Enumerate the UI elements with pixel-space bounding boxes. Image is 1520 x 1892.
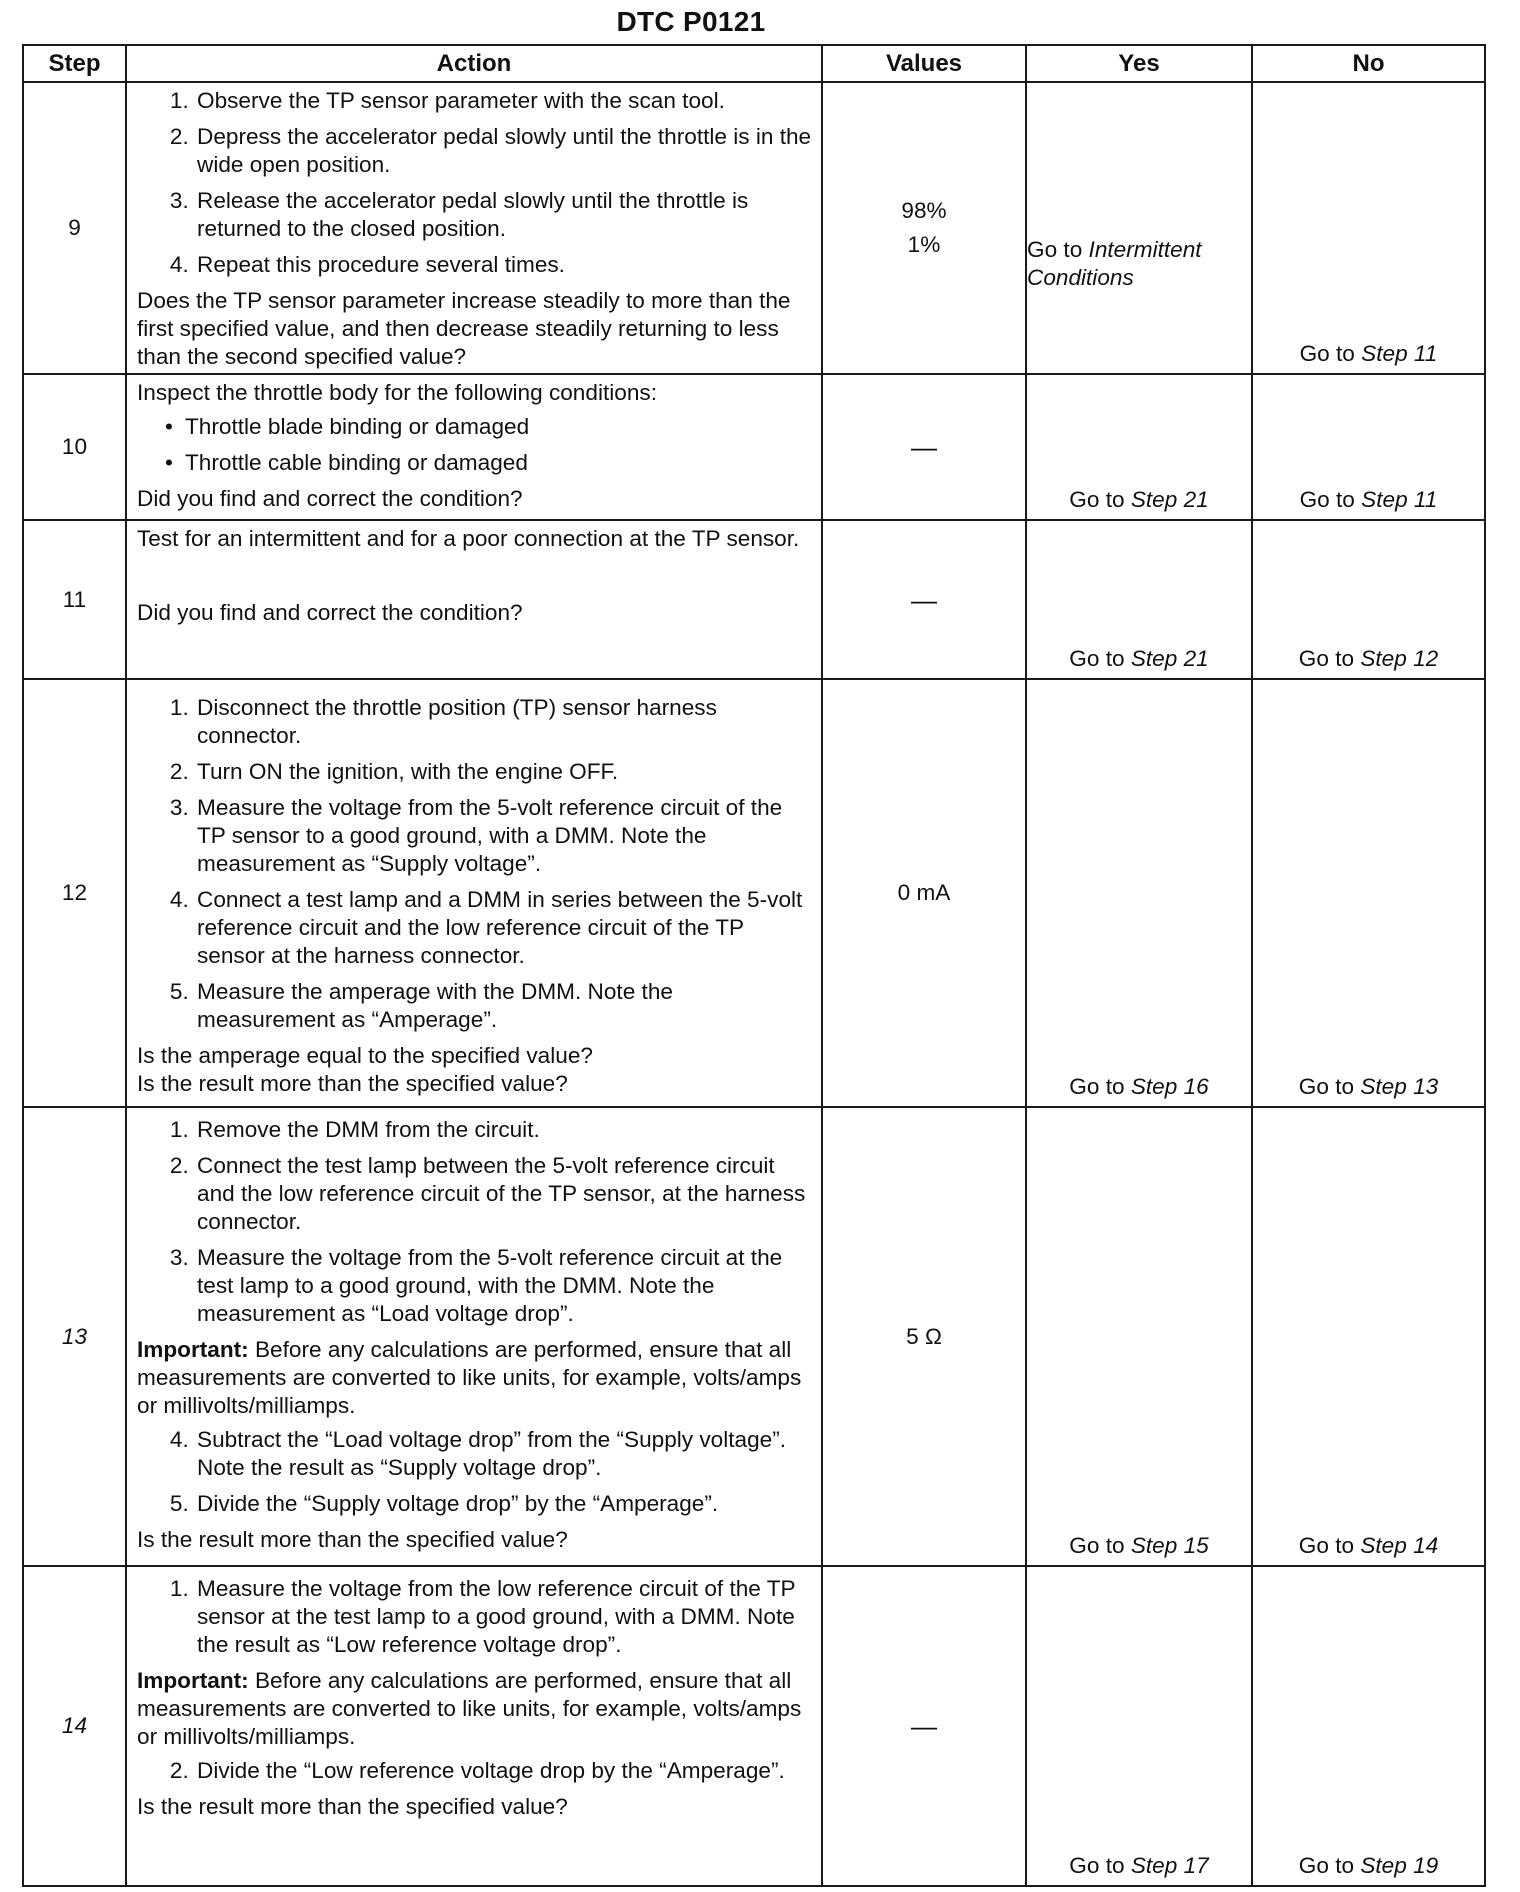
no-link[interactable]: Go to Step 19	[1298, 1853, 1439, 1878]
value-text: 0 mA	[822, 679, 1026, 1107]
no-link[interactable]: Go to Step 11	[1299, 341, 1438, 366]
no-link[interactable]: Go to Step 11	[1299, 487, 1438, 512]
value-text: 5 Ω	[822, 1107, 1026, 1566]
action-item: 3. Measure the voltage from the 5-volt reference circuit of the TP sensor to a good ground, with a DMM. Note the measurement as “Supply voltage”.	[195, 794, 813, 878]
intro-text: Test for an intermittent and for a poor connection at the TP sensor.	[137, 526, 800, 551]
step-number: 10	[23, 374, 126, 520]
action-cell	[126, 82, 822, 374]
column-header-yes: Yes	[1026, 45, 1252, 82]
action-item: 4. Repeat this procedure several times.	[195, 251, 813, 279]
question-text: Is the result more than the specified value?	[137, 1794, 568, 1819]
diagnostic-table	[22, 44, 1486, 1887]
question-text: Did you find and correct the condition?	[137, 486, 523, 511]
yes-cell	[1026, 374, 1252, 520]
action-item: 1. Measure the voltage from the low reference circuit of the TP sensor at the test lamp to a good ground, with a DMM. Note the result as “Low reference voltage drop”.	[195, 1575, 813, 1659]
value-text: 1%	[907, 232, 941, 257]
yes-link[interactable]: Go to Intermittent Conditions	[1027, 237, 1202, 290]
spacer	[137, 559, 813, 599]
action-list	[137, 87, 813, 279]
action-item: 4. Subtract the “Load voltage drop” from the “Supply voltage”. Note the result as “Supply voltage drop”.	[195, 1426, 813, 1482]
action-cell	[126, 374, 822, 520]
action-cell	[126, 1566, 822, 1886]
condition-list	[137, 413, 813, 477]
question-text: Is the result more than the specified value?	[137, 1071, 568, 1096]
value-text: —	[822, 520, 1026, 679]
yes-cell	[1026, 1566, 1252, 1886]
yes-cell	[1026, 679, 1252, 1107]
no-cell	[1252, 679, 1485, 1107]
action-item: 5. Divide the “Supply voltage drop” by the “Amperage”.	[195, 1490, 813, 1518]
no-cell	[1252, 1566, 1485, 1886]
table-header-row	[23, 45, 1485, 82]
question-text: Did you find and correct the condition?	[137, 600, 523, 625]
yes-cell	[1026, 520, 1252, 679]
action-list	[137, 694, 813, 1034]
no-cell	[1252, 520, 1485, 679]
condition-item: • Throttle blade binding or damaged	[185, 413, 813, 441]
yes-link[interactable]: Go to Step 21	[1069, 487, 1209, 512]
action-item: 4. Connect a test lamp and a DMM in series between the 5-volt reference circuit and the low reference circuit of the TP sensor at the harness connector.	[195, 886, 813, 970]
values-cell	[822, 82, 1026, 374]
action-item: 1. Disconnect the throttle position (TP) sensor harness connector.	[195, 694, 813, 750]
action-item: 1. Remove the DMM from the circuit.	[195, 1116, 813, 1144]
column-header-action: Action	[126, 45, 822, 82]
table-row-step-11	[23, 520, 1485, 679]
table-row-step-14	[23, 1566, 1485, 1886]
step-number: 11	[23, 520, 126, 679]
table-row-step-13	[23, 1107, 1485, 1566]
question-text: Is the result more than the specified value?	[137, 1527, 568, 1552]
important-note: Important: Before any calculations are performed, ensure that all measurements are converted to like units, for example, volts/amps or millivolts/milliamps.	[137, 1668, 802, 1749]
table-row-step-10	[23, 374, 1485, 520]
action-item: 2. Divide the “Low reference voltage drop by the “Amperage”.	[195, 1757, 813, 1785]
action-cell	[126, 520, 822, 679]
page-title: DTC P0121	[616, 6, 766, 37]
action-list	[137, 1426, 813, 1518]
action-item: 2. Connect the test lamp between the 5-volt reference circuit and the low reference circuit of the TP sensor, at the harness connector.	[195, 1152, 813, 1236]
action-item: 5. Measure the amperage with the DMM. Note the measurement as “Amperage”.	[195, 978, 813, 1034]
yes-link[interactable]: Go to Step 21	[1069, 646, 1209, 671]
step-number: 13	[23, 1107, 126, 1566]
no-cell	[1252, 1107, 1485, 1566]
yes-link[interactable]: Go to Step 17	[1069, 1853, 1209, 1878]
action-list	[137, 1575, 813, 1659]
action-item: 3. Measure the voltage from the 5-volt reference circuit at the test lamp to a good ground, with the DMM. Note the measurement as “Load voltage drop”.	[195, 1244, 813, 1328]
action-cell	[126, 679, 822, 1107]
action-list	[137, 1757, 813, 1785]
action-list	[137, 1116, 813, 1328]
yes-link[interactable]: Go to Step 15	[1069, 1533, 1209, 1558]
no-link[interactable]: Go to Step 14	[1298, 1533, 1439, 1558]
important-note: Important: Before any calculations are performed, ensure that all measurements are converted to like units, for example, volts/amps or millivolts/milliamps.	[137, 1337, 802, 1418]
yes-cell	[1026, 82, 1252, 374]
action-item: 3. Release the accelerator pedal slowly until the throttle is returned to the closed position.	[195, 187, 813, 243]
value-text: —	[822, 1566, 1026, 1886]
action-item: 2. Turn ON the ignition, with the engine OFF.	[195, 758, 813, 786]
value-text: 98%	[901, 198, 947, 223]
action-item: 2. Depress the accelerator pedal slowly until the throttle is in the wide open position.	[195, 123, 813, 179]
no-cell	[1252, 82, 1485, 374]
step-number: 9	[23, 82, 126, 374]
yes-link[interactable]: Go to Step 16	[1069, 1074, 1209, 1099]
value-text: —	[822, 374, 1026, 520]
action-item: 1. Observe the TP sensor parameter with the scan tool.	[195, 87, 813, 115]
question-text: Is the amperage equal to the specified value?	[137, 1043, 593, 1068]
action-cell	[126, 1107, 822, 1566]
no-cell	[1252, 374, 1485, 520]
column-header-step: Step	[23, 45, 126, 82]
question-text: Does the TP sensor parameter increase steadily to more than the first specified value, and then decrease steadily returning to less than the second specified value?	[137, 288, 791, 369]
yes-cell	[1026, 1107, 1252, 1566]
intro-text: Inspect the throttle body for the following conditions:	[137, 380, 657, 405]
condition-item: • Throttle cable binding or damaged	[185, 449, 813, 477]
column-header-values: Values	[822, 45, 1026, 82]
step-number: 14	[23, 1566, 126, 1886]
step-number: 12	[23, 679, 126, 1107]
table-row-step-9	[23, 82, 1485, 374]
column-header-no: No	[1252, 45, 1485, 82]
no-link[interactable]: Go to Step 13	[1298, 1074, 1439, 1099]
table-row-step-12	[23, 679, 1485, 1107]
no-link[interactable]: Go to Step 12	[1298, 646, 1439, 671]
